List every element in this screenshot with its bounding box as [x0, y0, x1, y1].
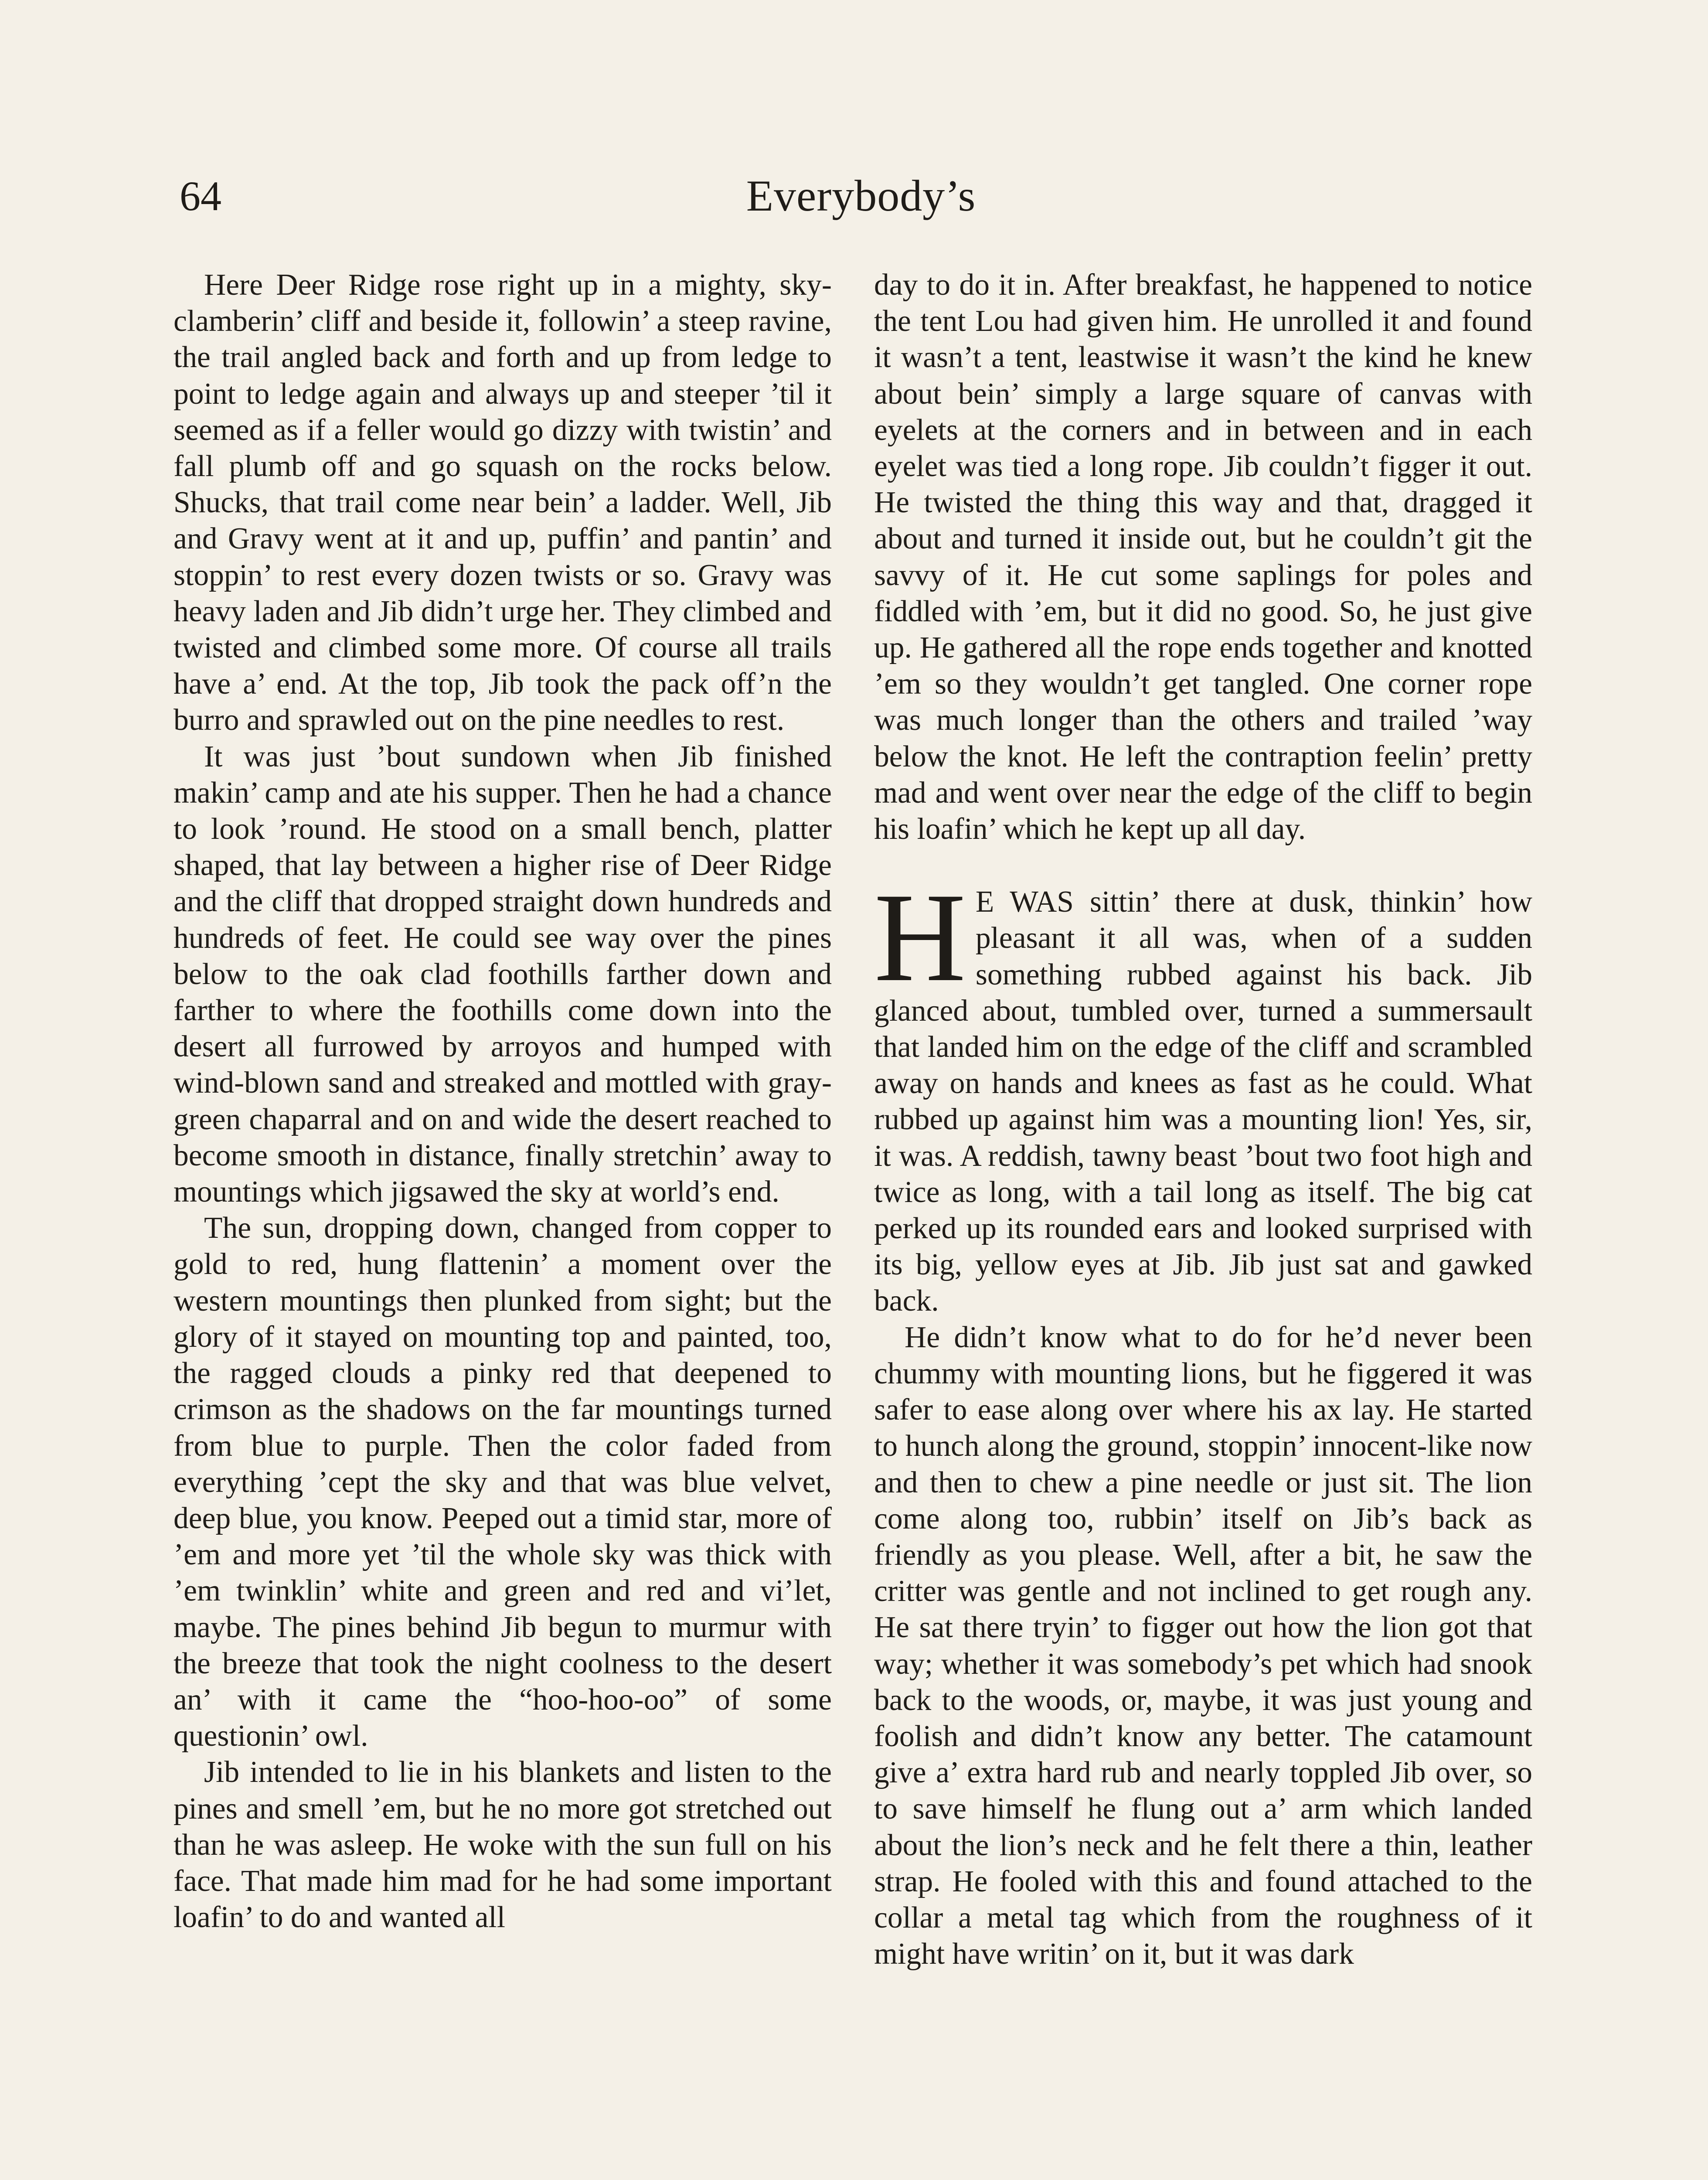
drop-cap: H: [874, 867, 966, 1008]
paragraph: He didn’t know what to do for he’d never been chummy with mounting lions, but he figgered it was safer to ease along over where his ax lay. He started to hunch along the ground, stoppin’ innocent-like now and then to chew a pine needle or just sit. The lion come along too, rubbin’ itself on Jib’s back as friendly as you please. Well, after a bit, he saw the critter was gentle and not inclined to get rough any. He sat there tryin’ to figger out how the lion got that way; whether it was somebody’s pet which had snook back to the woods, or, maybe, it was just young and foolish and didn’t know any better. The catamount give a’ extra hard rub and nearly toppled Jib over, so to save himself he flung out a’ arm which landed about the lion’s neck and he felt there a thin, leather strap. He fooled with this and found attached to the collar a metal tag which from the roughness of it might have writin’ on it, but it was dark: [874, 1320, 1532, 1971]
text-column-right: [874, 267, 1532, 1972]
journal-title: Everybody’s: [746, 171, 976, 221]
paragraph: The sun, dropping down, changed from copper to gold to red, hung flattenin’ a moment over the western mountings then plunked from sight; but the glory of it stayed on mounting top and painted, too, the ragged clouds a pinky red that deepened to crimson as the shadows on the far mountings turned from blue to purple. Then the color faded from everything ’cept the sky and that was blue velvet, deep blue, you know. Peeped out a timid star, more of ’em and more yet ’til the whole sky was thick with ’em twinklin’ white and green and red and vi’let, maybe. The pines behind Jib begun to murmur with the breeze that took the night coolness to the desert an’ with it came the “hoo-hoo-oo” of some questionin’ owl.: [174, 1211, 832, 1753]
paragraph: Here Deer Ridge rose right up in a mighty, sky-clamberin’ cliff and beside it, followin’ a steep ravine, the trail angled back and forth and up from ledge to point to ledge again and always up and steeper ’til it seemed as if a feller would go dizzy with twistin’ and fall plumb off and go squash on the rocks below. Shucks, that trail come near bein’ a ladder. Well, Jib and Gravy went at it and up, puffin’ and pantin’ and stoppin’ to rest every dozen twists or so. Gravy was heavy laden and Jib didn’t urge her. They climbed and twisted and climbed some more. Of course all trails have a’ end. At the top, Jib took the pack off’n the burro and sprawled out on the pine needles to rest.: [174, 268, 832, 737]
running-head: [174, 170, 1548, 231]
paragraph-text: E WAS sittin’ there at dusk, thinkin’ how pleasant it all was, when of a sudden something rubbed against his back. Jib glanced about, tumbled over, turned a summersault that landed him on the edge of the cliff and scrambled away on hands and knees as fast as he could. What rubbed up against him was a mounting lion! Yes, sir, it was. A reddish, tawny beast ’bout two foot high and twice as long, with a tail long as itself. The big cat perked up its rounded ears and looked surprised with its big, yellow eyes at Jib. Jib just sat and gawked back.: [874, 885, 1532, 1318]
paragraph: It was just ’bout sundown when Jib finished makin’ camp and ate his supper. Then he had a chance to look ’round. He stood on a small bench, platter shaped, that lay between a higher rise of Deer Ridge and the cliff that dropped straight down hundreds and hundreds of feet. He could see way over the pines below to the oak clad foothills farther down and farther to where the foothills come down into the desert all furrowed by arroyos and humped with wind-blown sand and streaked and mottled with gray-green chaparral and on and wide the desert reached to become smooth in distance, finally stretchin’ away to mountings which jigsawed the sky at world’s end.: [174, 739, 832, 1209]
page-number: 64: [180, 173, 221, 219]
paragraph: day to do it in. After breakfast, he happened to notice the tent Lou had given him. He unrolled it and found it wasn’t a tent, leastwise it wasn’t the kind he knew about bein’ simply a large square of canvas with eyelets at the corners and in between and in each eyelet was tied a long rope. Jib couldn’t figger it out. He twisted the thing this way and that, dragged it about and turned it inside out, but he couldn’t git the savvy of it. He cut some saplings for poles and fiddled with ’em, but it did no good. So, he just give up. He gathered all the rope ends together and knotted ’em so they wouldn’t get tangled. One corner rope was much longer than the others and trailed ’way below the knot. He left the contraption feelin’ pretty mad and went over near the edge of the cliff to begin his loafin’ which he kept up all day.: [874, 268, 1532, 846]
text-column-left: [174, 267, 832, 1935]
paragraph: Jib intended to lie in his blankets and listen to the pines and smell ’em, but he no more got stretched out than he was asleep. He woke with the sun full on his face. That made him mad for he had some important loafin’ to do and wanted all: [174, 1755, 832, 1935]
paragraph-with-dropcap: [874, 867, 1532, 1319]
section-break: [874, 847, 1532, 884]
